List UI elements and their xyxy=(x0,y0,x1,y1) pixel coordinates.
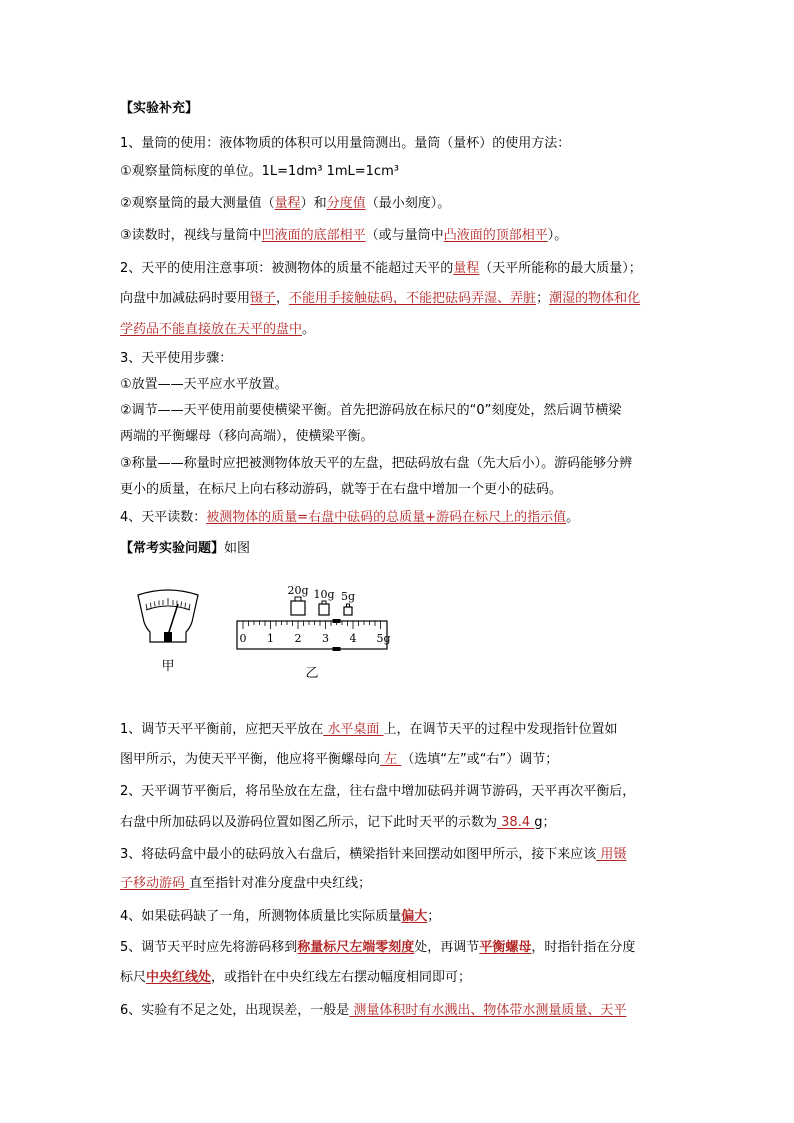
text: ，或指针在中央红线左右摆动幅度相同即可； xyxy=(211,970,472,985)
text: 3、将砝码盒中最小的砝码放入右盘后，横梁指针来回摆动如图甲所示，接下来应该 xyxy=(120,847,597,862)
paragraph-2b xyxy=(120,290,640,308)
question-5b xyxy=(120,969,471,987)
question-3 xyxy=(120,846,626,864)
scale-tick-label: 3 xyxy=(322,632,329,645)
heading-suffix: 如图 xyxy=(224,541,251,556)
answer-range: 量程 xyxy=(274,196,301,211)
paragraph-3: 3、天平使用步骤： xyxy=(120,351,233,366)
answer-chemicals-cont: 学药品不能直接放在天平的盘中 xyxy=(120,322,303,337)
text: （最小刻度）。 xyxy=(365,196,451,211)
heading-text: 【常考实验问题】 xyxy=(120,541,225,556)
text: 右盘中所加砝码以及游码位置如图乙所示，记下此时天平的示数为 xyxy=(120,815,498,830)
text: 。 xyxy=(566,510,580,525)
text: 标尺 xyxy=(120,970,147,985)
text: 。 xyxy=(302,322,316,337)
scale-tick-label: 0 xyxy=(239,632,247,645)
text: g； xyxy=(534,815,556,830)
pointer-needle xyxy=(168,604,178,635)
text: 5、调节天平时应先将游码移到 xyxy=(120,940,298,955)
text: （或与量筒中 xyxy=(365,228,444,243)
dial-diagram xyxy=(138,590,198,674)
text: 处，再调节 xyxy=(414,940,480,955)
balance-figure xyxy=(120,580,410,690)
svg-text:20g: 20g xyxy=(287,584,309,597)
answer-capacity: 量程 xyxy=(453,261,480,276)
scale-tick-label: 4 xyxy=(349,632,357,645)
question-1 xyxy=(120,721,618,739)
text: ②观察量筒的最大测量值（ xyxy=(120,196,275,211)
label-left: 甲 xyxy=(161,659,175,674)
text: 向盘中加减砝码时要用 xyxy=(120,291,251,306)
paragraph-4 xyxy=(120,509,579,527)
answer-blank: 用镊 xyxy=(596,847,627,862)
scale-diagram xyxy=(237,584,391,681)
answer-blank: 测量体积时有水溅出、物体带水测量质量、天平 xyxy=(349,1003,627,1018)
answer-convex: 凸液面的顶部相平 xyxy=(443,228,548,243)
answer-blank: 子移动游码 xyxy=(120,876,190,891)
text: 4、天平读数： xyxy=(120,510,207,525)
paragraph-1a: ①观察量筒标度的单位。1L=1dm³ 1mL=1cm³ xyxy=(120,164,399,179)
answer-blank: 偏大 xyxy=(401,909,428,924)
section-heading-questions xyxy=(120,540,250,558)
scale-tick-label: 1 xyxy=(267,632,274,645)
text: （天平所能称的最大质量）； xyxy=(479,261,642,276)
question-6 xyxy=(120,1002,626,1020)
rider-bottom xyxy=(333,647,341,651)
paragraph-3b: ②调节——天平使用前要使横梁平衡。首先把游码放在标尺的“0”刻度处，然后调节横梁 xyxy=(120,403,622,418)
text: ； xyxy=(427,909,441,924)
text: ； xyxy=(536,291,550,306)
paragraph-1b xyxy=(120,195,450,213)
answer-blank: 称量标尺左端零刻度 xyxy=(297,940,415,955)
weight-5g xyxy=(341,590,355,615)
paragraph-3b2: 两端的平衡螺母（移向高端），使横梁平衡。 xyxy=(120,429,374,444)
answer-chemicals: 潮湿的物体和化 xyxy=(549,291,641,306)
text: 6、实验有不足之处，出现误差，一般是 xyxy=(120,1003,350,1018)
answer-blank: 左 xyxy=(380,752,402,767)
text: 1、调节天平平衡前，应把天平放在 xyxy=(120,722,324,737)
answer-division: 分度值 xyxy=(326,196,366,211)
text: ）和 xyxy=(300,196,327,211)
paragraph-3c: ③称量——称量时应把被测物体放天平的左盘，把砝码放右盘（先大后小）。游码能够分辨 xyxy=(120,456,633,471)
scale-tick-label: 5g xyxy=(376,632,391,645)
answer-reading: 被测物体的质量=右盘中砝码的总质量+游码在标尺上的指示值 xyxy=(206,510,567,525)
answer-tweezers: 镊子 xyxy=(250,291,277,306)
answer-concave: 凹液面的底部相平 xyxy=(261,228,366,243)
question-5 xyxy=(120,939,635,957)
paragraph-2c xyxy=(120,321,315,339)
question-2b xyxy=(120,814,556,832)
scale-ruler xyxy=(237,621,387,649)
text: 2、天平的使用注意事项：被测物体的质量不能超过天平的 xyxy=(120,261,454,276)
answer-blank: 水平桌面 xyxy=(323,722,384,737)
text: ， xyxy=(276,291,290,306)
svg-text:5g: 5g xyxy=(340,590,356,603)
text: 直至指针对准分度盘中央红线； xyxy=(189,876,372,891)
answer-blank: 中央红线处 xyxy=(146,970,212,985)
answer-blank: 平衡螺母 xyxy=(479,940,532,955)
weight-10g xyxy=(313,588,334,615)
text: ，时指针指在分度 xyxy=(531,940,636,955)
paragraph-3c2: 更小的质量，在标尺上向右移动游码，就等于在右盘中增加一个更小的砝码。 xyxy=(120,482,563,497)
text: ③读数时，视线与量筒中 xyxy=(120,228,262,243)
question-3b xyxy=(120,875,371,893)
weight-20g xyxy=(287,584,308,615)
paragraph-3a: ①放置——天平应水平放置。 xyxy=(120,377,288,392)
question-4 xyxy=(120,908,440,926)
label-right: 乙 xyxy=(305,666,319,681)
answer-blank: 38.4 xyxy=(497,815,535,830)
question-1b xyxy=(120,751,558,769)
rider-top xyxy=(333,619,341,623)
question-2: 2、天平调节平衡后，将吊坠放在左盘，往右盘中增加砝码并调节游码，天平再次平衡后， xyxy=(120,784,636,799)
svg-text:10g: 10g xyxy=(313,588,335,601)
section-heading-supplement: 【实验补充】 xyxy=(120,101,199,116)
text: 4、如果砝码缺了一角，所测物体质量比实际质量 xyxy=(120,909,402,924)
text: （选填“左”或“右”）调节； xyxy=(401,752,559,767)
answer-no-touch: 不能用手接触砝码，不能把砝码弄湿、弄脏 xyxy=(289,291,537,306)
text: 上，在调节天平的过程中发现指针位置如 xyxy=(383,722,618,737)
text: ）。 xyxy=(547,228,568,243)
paragraph-1: 1、量筒的使用：液体物质的体积可以用量筒测出。量筒（量杯）的使用方法： xyxy=(120,136,571,151)
paragraph-2 xyxy=(120,260,642,278)
text: 图甲所示，为使天平平衡，他应将平衡螺母向 xyxy=(120,752,381,767)
scale-tick-label: 2 xyxy=(294,632,302,645)
paragraph-1c xyxy=(120,227,567,245)
